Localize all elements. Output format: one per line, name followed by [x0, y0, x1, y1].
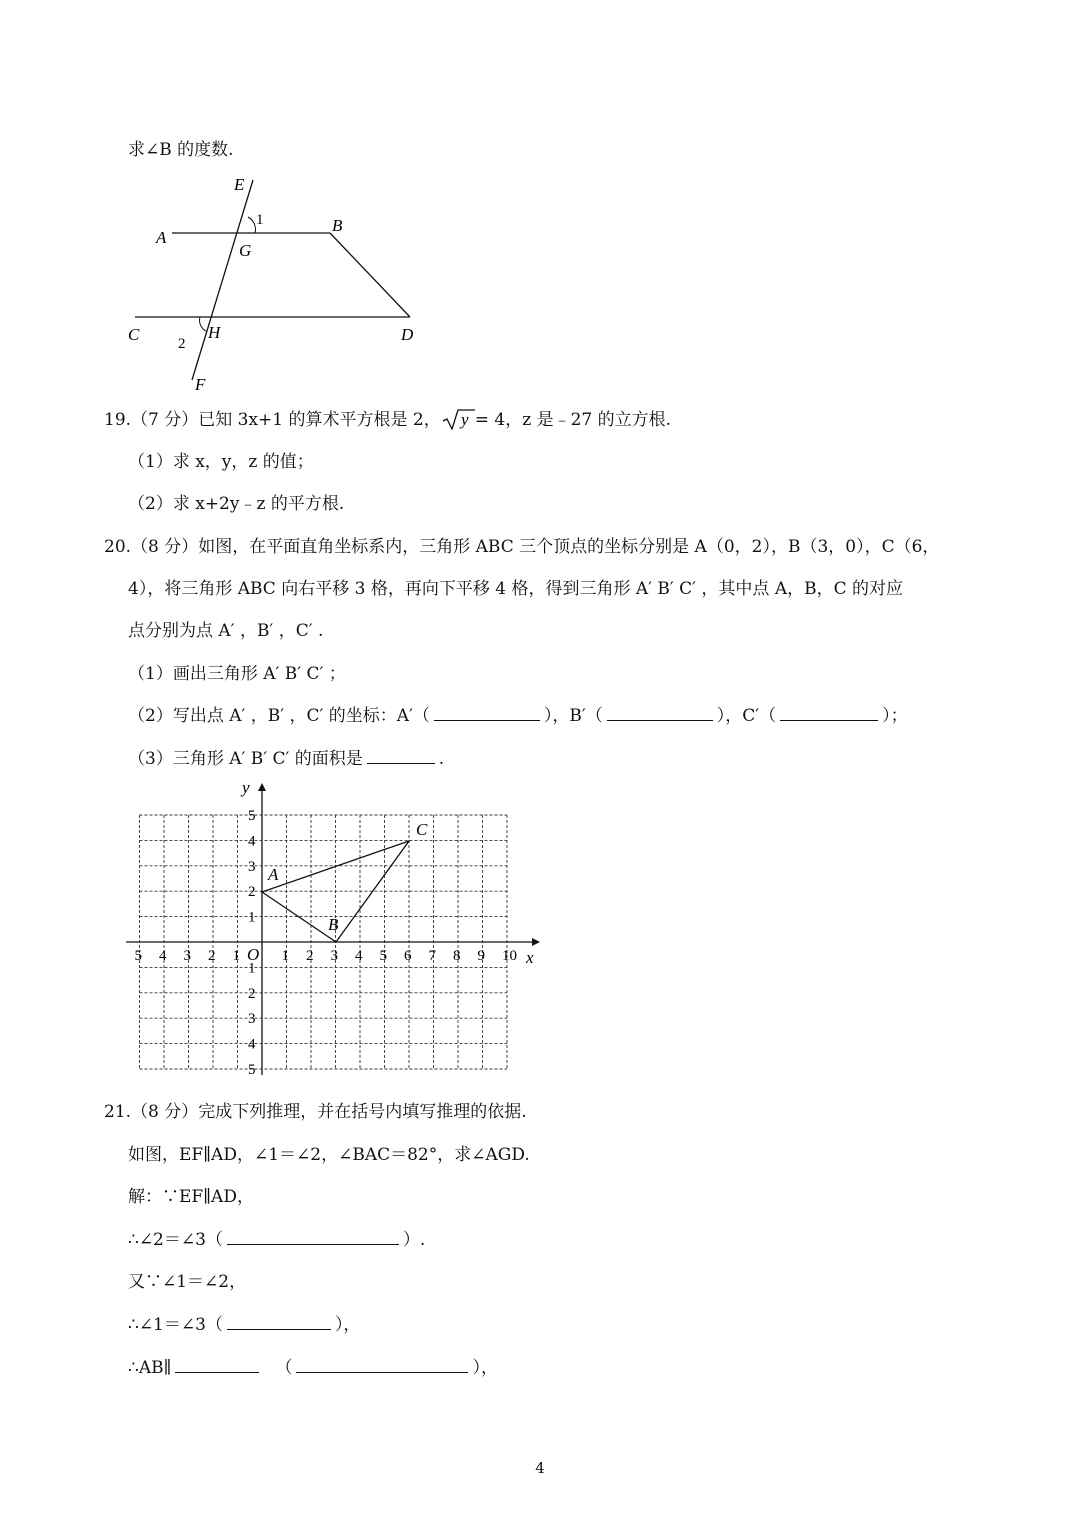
label-h: H	[208, 323, 221, 342]
x-tick-label: 5	[134, 948, 142, 964]
x-tick-label: 9	[477, 948, 485, 964]
q21-s2-b: ）.	[402, 1230, 426, 1250]
q19-head: 19.（7 分）已知 3x+1 的算术平方根是 2，	[104, 410, 441, 430]
x-tick-label: 2	[208, 948, 216, 964]
label-a: A	[156, 228, 167, 247]
q20-p2-c: ），C′（	[716, 706, 777, 726]
x-tick-label: 5	[379, 948, 387, 964]
q19-sqrt-rhs: = 4，z 是﹣27 的立方根.	[474, 410, 672, 430]
x-tick-label: 1	[281, 948, 289, 964]
y-tick-label: 4	[248, 1036, 256, 1053]
q20-p2-b: ），B′（	[543, 706, 603, 726]
y-axis-label: y	[242, 778, 250, 797]
q20-part1: （1）画出三角形 A′ B′ C′ ；	[128, 664, 346, 684]
q20-line1: 20.（8 分）如图，在平面直角坐标系内，三角形 ABC 三个顶点的坐标分别是 A（0，2），B（3，0），C（6，	[104, 537, 940, 557]
x-tick-label: 6	[404, 948, 412, 964]
q20-line3: 点分别为点 A′ ，B′ ，C′ .	[128, 621, 324, 641]
label-g: G	[239, 241, 252, 260]
label-f: F	[195, 375, 206, 394]
x-tick-label: 10	[502, 948, 517, 964]
x-tick-label: 1	[232, 948, 240, 964]
q19-sqrt-var: y	[460, 410, 469, 429]
q18-figure	[120, 170, 440, 395]
q20-p2-a: （2）写出点 A′ ，B′ ，C′ 的坐标：A′（	[128, 706, 430, 726]
line-ef	[192, 180, 253, 380]
q18-question-tail: 求∠B 的度数.	[128, 140, 234, 160]
answer-blank-b[interactable]	[607, 705, 713, 721]
answer-blank-reason2[interactable]	[227, 1314, 331, 1330]
q20-p2-d: ）；	[882, 706, 908, 726]
answer-blank-area[interactable]	[367, 748, 435, 764]
answer-blank-c[interactable]	[780, 705, 878, 721]
label-2: 2	[178, 336, 186, 352]
coordinate-grid	[120, 775, 550, 1090]
q21-s5-b: （	[275, 1358, 293, 1378]
y-tick-label: 3	[248, 858, 256, 875]
label-e: E	[234, 175, 245, 194]
q20-part2	[128, 705, 908, 727]
y-tick-label: 5	[248, 808, 256, 824]
q19-part1: （1）求 x，y，z 的值；	[128, 452, 314, 472]
answer-blank-reason1[interactable]	[227, 1229, 399, 1245]
q19-sqrt	[441, 408, 475, 431]
x-axis-label: x	[526, 948, 534, 967]
x-tick-label: 8	[453, 948, 461, 964]
line-bd	[330, 233, 410, 317]
q21-given: 如图，EF∥AD，∠1＝∠2，∠BAC＝82°，求∠AGD.	[128, 1145, 530, 1165]
sqrt-sign-icon	[441, 408, 475, 430]
label-c: C	[128, 325, 140, 344]
answer-blank-parallel[interactable]	[175, 1357, 259, 1373]
q19-stem	[104, 408, 671, 431]
answer-blank-reason3[interactable]	[296, 1357, 468, 1373]
q21-step1: 解：∵EF∥AD，	[128, 1187, 254, 1207]
x-tick-label: 4	[355, 948, 363, 964]
y-tick-label: 1	[248, 960, 256, 977]
q21-step2	[128, 1229, 425, 1251]
y-tick-label: 2	[248, 884, 256, 901]
q21-s5-a: ∴AB∥	[128, 1358, 172, 1378]
y-axis-arrow-icon	[258, 783, 266, 791]
q19-part2: （2）求 x+2y﹣z 的平方根.	[128, 494, 345, 514]
q20-line2: 4），将三角形 ABC 向右平移 3 格，再向下平移 4 格，得到三角形 A′ B′ C′ ，其中点 A，B，C 的对应	[128, 579, 904, 599]
q21-step4	[128, 1314, 360, 1336]
q20-p3-b: .	[438, 749, 445, 769]
point-a-label: A	[268, 865, 279, 884]
q21-s4-b: ），	[334, 1315, 361, 1335]
q21-step5	[128, 1357, 498, 1379]
angle-2-arc	[200, 317, 206, 331]
x-tick-label: 3	[330, 948, 338, 964]
answer-blank-a[interactable]	[434, 705, 540, 721]
point-c-label: C	[416, 820, 428, 839]
y-tick-label: 5	[248, 1062, 256, 1078]
origin-label: O	[247, 945, 260, 964]
x-tick-label: 3	[183, 948, 191, 964]
x-tick-label: 4	[159, 948, 167, 964]
x-tick-label: 2	[306, 948, 314, 964]
q21-s5-c: ），	[472, 1358, 498, 1378]
label-d: D	[401, 325, 414, 344]
y-tick-label: 3	[248, 1011, 256, 1028]
tick-labels	[135, 808, 518, 1078]
q21-s2-a: ∴∠2＝∠3（	[128, 1230, 223, 1250]
q21-s4-a: ∴∠1＝∠3（	[128, 1315, 223, 1335]
q21-step3: 又∵∠1＝∠2，	[128, 1272, 247, 1292]
q21-head: 21.（8 分）完成下列推理，并在括号内填写推理的依据.	[104, 1102, 527, 1122]
q20-part3	[128, 748, 444, 770]
label-1: 1	[256, 212, 264, 228]
x-tick-label: 7	[428, 948, 436, 964]
y-tick-label: 1	[248, 909, 256, 926]
point-b-label: B	[328, 915, 339, 934]
y-tick-label: 4	[248, 833, 256, 850]
page-number: 4	[535, 1459, 545, 1477]
label-b: B	[332, 216, 343, 235]
x-axis-arrow-icon	[532, 938, 540, 946]
q20-p3-a: （3）三角形 A′ B′ C′ 的面积是	[128, 749, 363, 769]
y-tick-label: 2	[248, 985, 256, 1002]
angle-1-arc	[248, 217, 255, 233]
